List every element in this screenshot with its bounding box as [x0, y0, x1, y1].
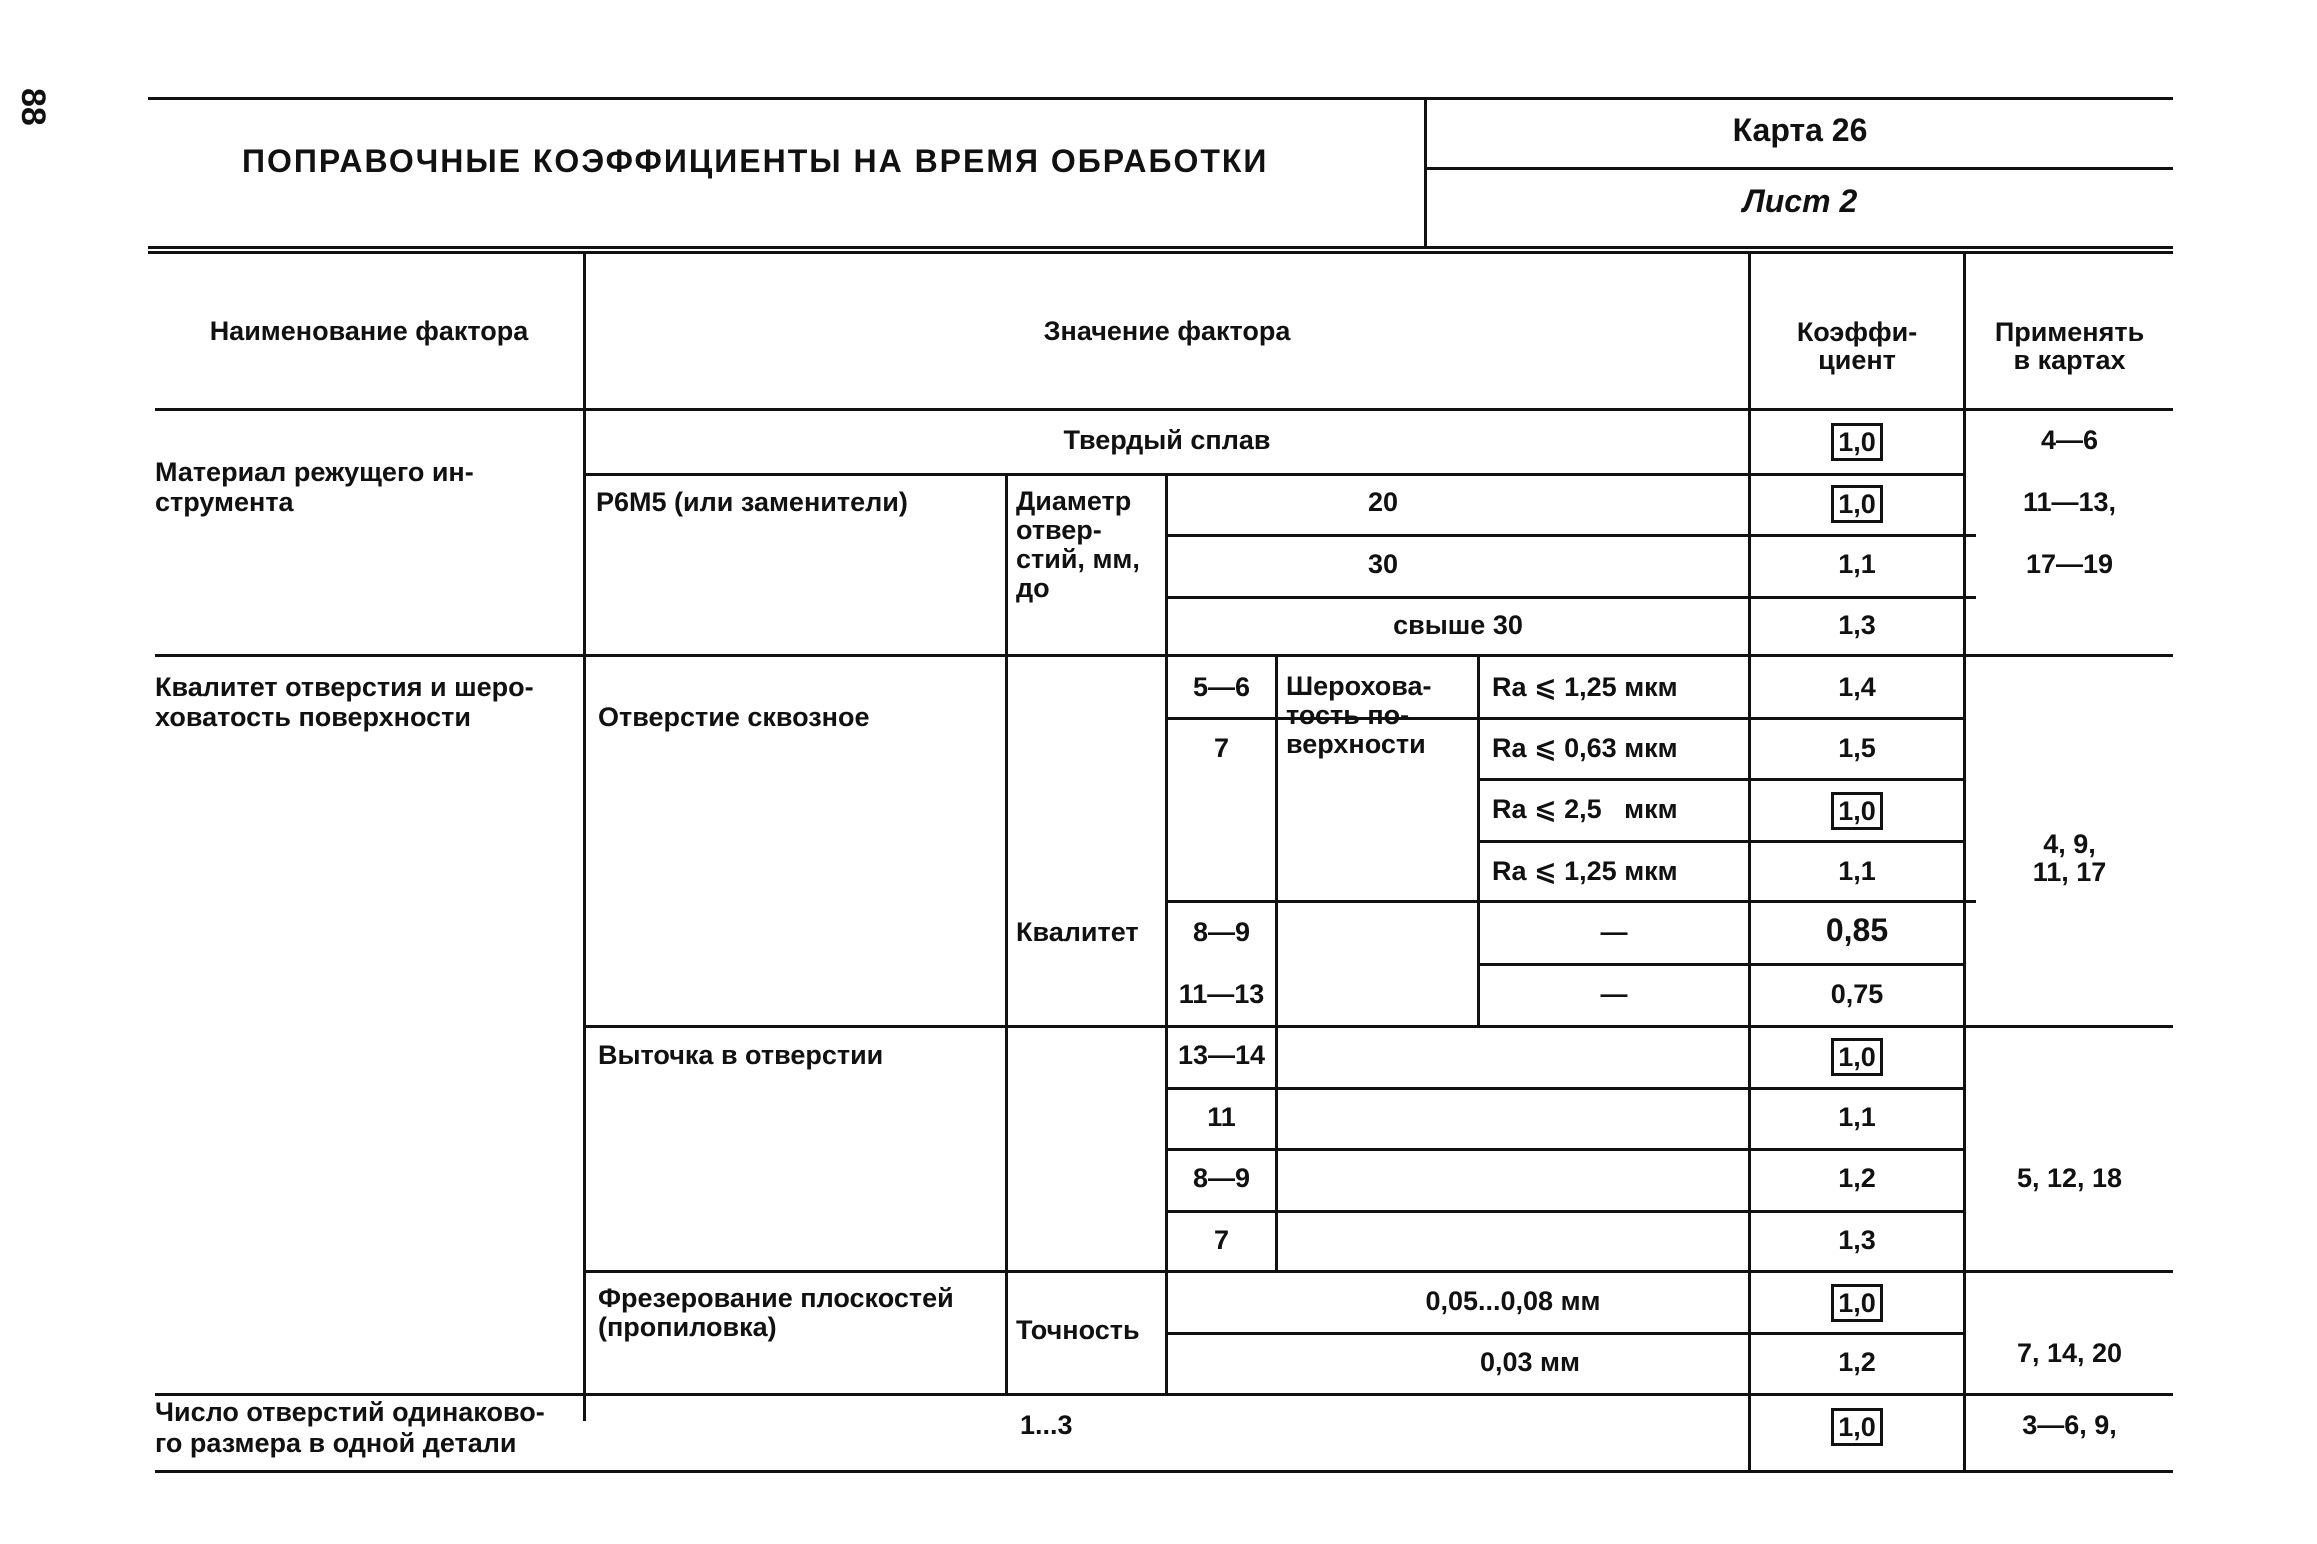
factor-hole-count: Число отверстий одинаково- го размера в одной детали	[155, 1397, 545, 1458]
hard-alloy-cards: 4—6	[2040, 425, 2099, 455]
diameter-over-30: свыше 30	[1393, 610, 1523, 640]
table-top-rule	[148, 251, 2173, 254]
row-rule	[1480, 840, 1966, 843]
p6m5-cards-2: 17—19	[2025, 549, 2114, 579]
groove-8-9: 8—9	[1192, 1163, 1251, 1193]
qualitet-8-9-coef: 0,85	[1825, 912, 1889, 948]
col-rule	[1275, 654, 1278, 1271]
row-rule	[586, 473, 1966, 476]
milling-label: Фрезерование плоскостей (пропиловка)	[598, 1283, 954, 1342]
milling-cards: 7, 14, 20	[2016, 1338, 2123, 1368]
qualitet-8-9: 8—9	[1192, 917, 1251, 947]
row-rule	[1168, 596, 1976, 599]
card-number: Карта 26	[1732, 112, 1868, 148]
through-hole-label: Отверстие сквозное	[598, 702, 870, 732]
row-rule	[586, 1025, 2173, 1028]
hard-alloy-coef: 1,0	[1831, 423, 1883, 461]
row-rule	[586, 1270, 2173, 1273]
column-header-coefficient: Коэффи- циент	[1796, 317, 1918, 375]
table-bottom-rule	[155, 1470, 2173, 1473]
row-rule	[1168, 1210, 1966, 1213]
row-rule	[1168, 1087, 1966, 1090]
roughness-ra-0-63: Ra ⩽ 0,63 мкм	[1492, 733, 1678, 763]
p6m5-label: Р6М5 (или заменители)	[596, 487, 908, 517]
header-bottom-rule	[148, 246, 2173, 249]
column-header-factor-name: Наименование фактора	[209, 316, 529, 346]
column-header-rule	[155, 408, 2173, 411]
header-top-rule	[148, 97, 2173, 100]
row-rule	[1168, 900, 1976, 903]
groove-11-coef: 1,1	[1838, 1102, 1876, 1132]
roughness-ra-2-5: Ra ⩽ 2,5 мкм	[1492, 794, 1678, 824]
card-sheet-divider	[1426, 167, 2173, 170]
groove-7-coef: 1,3	[1838, 1225, 1876, 1255]
col-rule	[1477, 654, 1480, 1025]
groove-13-14-coef: 1,0	[1831, 1038, 1883, 1076]
section-rule	[155, 654, 2173, 657]
hole-count-cards: 3—6, 9,	[2022, 1410, 2117, 1440]
section-rule	[155, 1393, 2173, 1396]
milling-accuracy-1-coef: 1,0	[1831, 1284, 1883, 1322]
hard-alloy-label: Твердый сплав	[1063, 425, 1271, 455]
ra-2-5-coef: 1,0	[1831, 792, 1883, 830]
roughness-dash-2: —	[1600, 979, 1628, 1009]
roughness-ra-1-25-b: Ra ⩽ 1,25 мкм	[1492, 856, 1678, 886]
diameter-30-coef: 1,1	[1838, 549, 1876, 579]
p6m5-cards-1: 11—13,	[2022, 487, 2117, 517]
roughness-label: Шерохова- тость по- верхности	[1286, 671, 1432, 759]
qualitet-5-6: 5—6	[1192, 672, 1251, 702]
col-rule	[1005, 473, 1008, 654]
hole-count-coef: 1,0	[1831, 1408, 1883, 1446]
qualitet-11-13-coef: 0,75	[1830, 979, 1884, 1009]
ra-0-63-coef: 1,5	[1838, 733, 1876, 763]
header-divider	[1424, 97, 1427, 249]
sheet-number: Лист 2	[1742, 183, 1858, 219]
col-rule	[1005, 654, 1008, 1393]
milling-accuracy-2-coef: 1,2	[1838, 1347, 1876, 1377]
column-header-apply-in-cards: Применять в картах	[1994, 317, 2145, 375]
roughness-dash-1: —	[1600, 917, 1628, 947]
roughness-ra-1-25-a: Ra ⩽ 1,25 мкм	[1492, 672, 1678, 702]
groove-7: 7	[1213, 1225, 1230, 1255]
row-rule	[1168, 1148, 1966, 1151]
qualitet-7: 7	[1213, 733, 1230, 763]
milling-accuracy-2: 0,03 мм	[1480, 1347, 1580, 1377]
ra-1-25-b-coef: 1,1	[1838, 856, 1876, 886]
factor-quality: Квалитет отверстия и шеро- ховатость поверхности	[155, 672, 534, 732]
milling-accuracy-1: 0,05...0,08 мм	[1425, 1286, 1601, 1316]
hole-count-value: 1...3	[1020, 1410, 1073, 1440]
ra-1-25-a-coef: 1,4	[1838, 672, 1876, 702]
through-hole-cards: 4, 9, 11, 17	[2032, 829, 2107, 887]
groove-13-14: 13—14	[1177, 1040, 1266, 1070]
diameter-30: 30	[1367, 549, 1399, 579]
column-header-factor-value: Значение фактора	[1043, 316, 1291, 346]
groove-label: Выточка в отверстии	[598, 1040, 884, 1070]
accuracy-label: Точность	[1016, 1315, 1140, 1345]
row-rule	[1480, 963, 1966, 966]
groove-8-9-coef: 1,2	[1838, 1163, 1876, 1193]
groove-11: 11	[1207, 1102, 1236, 1132]
diameter-label: Диаметр отвер- стий, мм, до	[1016, 486, 1140, 603]
factor-material: Материал режущего ин- струмента	[155, 457, 474, 517]
col-rule	[1165, 1270, 1168, 1393]
page-title: ПОПРАВОЧНЫЕ КОЭФФИЦИЕНТЫ НА ВРЕМЯ ОБРАБОТКИ	[242, 143, 1269, 179]
diameter-20: 20	[1367, 487, 1399, 517]
diameter-20-coef: 1,0	[1831, 485, 1883, 523]
row-rule	[1480, 778, 1966, 781]
row-rule	[1168, 1332, 1966, 1335]
groove-cards: 5, 12, 18	[2016, 1163, 2123, 1193]
qualitet-11-13: 11—13	[1178, 979, 1265, 1009]
row-rule	[1168, 534, 1976, 537]
diameter-over-30-coef: 1,3	[1838, 610, 1876, 640]
page-number: 88	[14, 88, 52, 126]
qualitet-label: Квалитет	[1016, 917, 1139, 947]
